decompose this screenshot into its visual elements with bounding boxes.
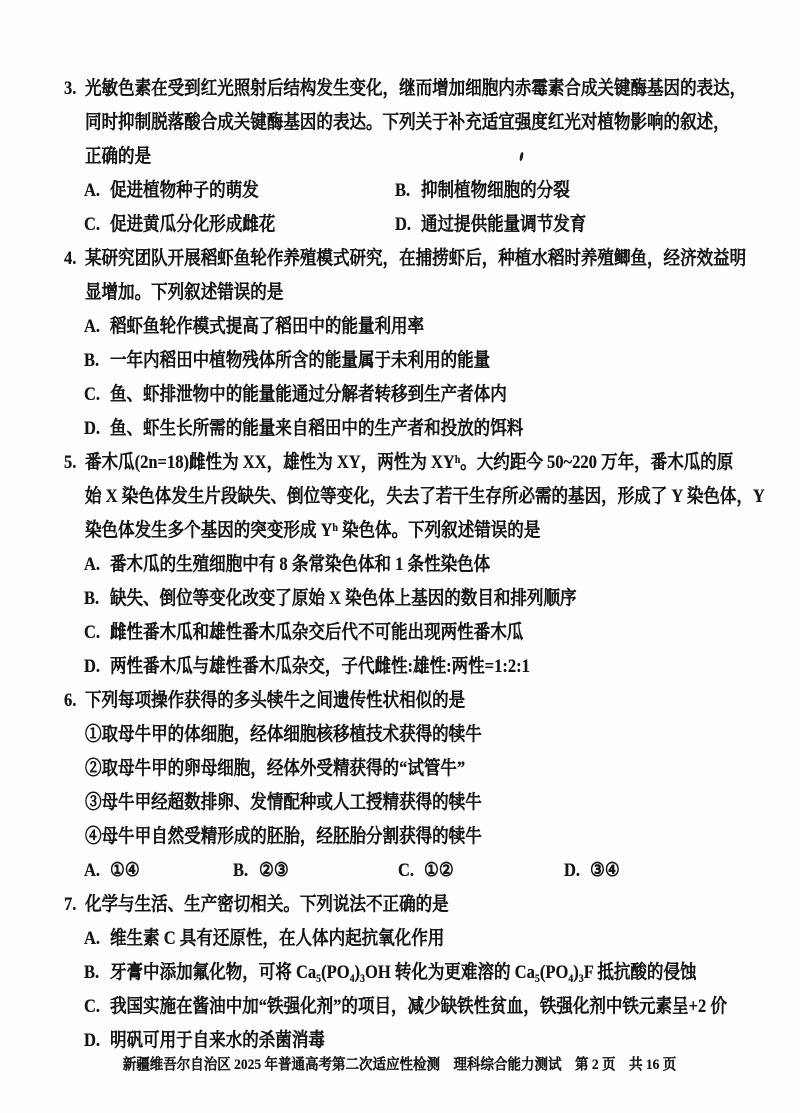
q5-option-b-label-text: B.: [84, 588, 100, 609]
q4-option-c: [64, 378, 754, 412]
q6-option-b-label-text: B.: [233, 860, 249, 881]
q3-options-row-1: [64, 174, 754, 208]
q7-stem-line-1: [64, 888, 754, 922]
q3-option-d-label-text: D.: [395, 214, 412, 235]
q4-option-b-label-text: B.: [84, 350, 100, 371]
question-3: [64, 72, 754, 242]
q7-option-c-label-text: C.: [84, 996, 101, 1017]
q4-stem-text-2: 显增加。下列叙述错误的是: [85, 282, 284, 303]
q4-option-c-label: [84, 378, 110, 412]
q5-number: [64, 446, 85, 480]
q5-option-c-label: [84, 616, 110, 650]
q4-stem-text-1: 某研究团队开展稻虾鱼轮作养殖模式研究，在捕捞虾后，种植水稻时养殖鲫鱼，经济效益明: [85, 248, 747, 269]
q7-option-c-label: [84, 990, 110, 1024]
q3-stem-text-2: 同时抑制脱落酸合成关键酶基因的表达。下列关于补充适宜强度红光对植物影响的叙述，: [85, 112, 730, 133]
q6-option-b-text: ②③: [259, 860, 289, 881]
q3-option-d-text: 通过提供能量调节发育: [421, 214, 587, 235]
q5-option-b-label: [84, 582, 110, 616]
q7-option-b-text: 牙膏中添加氟化物，可将 Ca₅(PO₄)₃OH 转化为更难溶的 Ca₅(PO₄)₃F 抵抗酸的侵蚀: [110, 962, 697, 983]
q4-option-d-text: 鱼、虾生长所需的能量来自稻田中的生产者和投放的饵料: [110, 418, 524, 439]
q7-option-a: [64, 922, 754, 956]
q6-option-d: [564, 854, 624, 888]
q3-stem-text-3: 正确的是: [85, 146, 152, 167]
q6-option-a-label: [84, 854, 110, 888]
q7-option-d-label: [84, 1024, 110, 1058]
q4-option-a-text: 稻虾鱼轮作模式提高了稻田中的能量利用率: [110, 316, 425, 337]
q6-options-row: [64, 854, 754, 888]
q3-options-row-2: [64, 208, 754, 242]
q3-option-c: [84, 208, 300, 242]
q3-option-c-label-text: C.: [84, 214, 101, 235]
q6-item-2-text: ②取母牛甲的卵母细胞，经体外受精获得的“试管牛”: [85, 758, 466, 779]
q5-option-d-label-text: D.: [84, 656, 101, 677]
question-5: [64, 446, 765, 684]
q4-stem-line-1: [64, 242, 754, 276]
q3-option-c-text: 促进黄瓜分化形成雌花: [110, 214, 276, 235]
q4-option-a-label: [84, 310, 110, 344]
q3-option-b-text: 抑制植物细胞的分裂: [421, 180, 570, 201]
q6-option-a: [84, 854, 144, 888]
q6-item-3: [64, 786, 754, 820]
q3-stem-line-3: [64, 140, 754, 174]
q3-option-a-label: [84, 174, 110, 208]
q6-item-4-text: ④母牛甲自然受精形成的胚胎，经胚胎分割获得的犊牛: [85, 826, 482, 847]
q3-stem-line-2: [64, 106, 754, 140]
q4-option-b: [64, 344, 754, 378]
q6-option-b-label: [233, 854, 259, 888]
q5-option-c: [64, 616, 754, 650]
q3-option-b-label: [395, 174, 421, 208]
q4-number: [64, 242, 85, 276]
q6-option-c: [398, 854, 458, 888]
q3-stem-line-1: [64, 72, 754, 106]
q7-option-b: [64, 956, 754, 990]
q5-stem-text-3: 染色体发生多个基因的突变形成 Yʰ 染色体。下列叙述错误的是: [85, 520, 541, 541]
q6-option-c-label-text: C.: [398, 860, 415, 881]
q3-number-text: 3.: [64, 78, 77, 99]
q6-number-text: 6.: [64, 690, 77, 711]
q6-option-c-label: [398, 854, 424, 888]
q5-option-c-text: 雌性番木瓜和雄性番木瓜杂交后代不可能出现两性番木瓜: [110, 622, 524, 643]
q5-option-d: [64, 650, 754, 684]
question-6: [64, 684, 754, 888]
q3-option-d-label: [395, 208, 421, 242]
q5-option-d-text: 两性番木瓜与雄性番木瓜杂交，子代雌性:雄性:两性=1:2:1: [110, 656, 530, 677]
q7-number: [64, 888, 85, 922]
q5-stem-line-2: [64, 480, 765, 514]
q4-option-c-label-text: C.: [84, 384, 101, 405]
question-4: [64, 242, 754, 446]
q6-item-1-text: ①取母牛甲的体细胞，经体细胞核移植技术获得的犊牛: [85, 724, 482, 745]
q4-stem-line-2: [64, 276, 754, 310]
q3-option-d: [395, 208, 611, 242]
q6-item-3-text: ③母牛甲经超数排卵、发情配种或人工授精获得的犊牛: [85, 792, 482, 813]
page-footer-text: 新疆维吾尔自治区 2025 年普通高考第二次适应性检测 理科综合能力测试 第 2 页 共 16 页: [123, 1057, 677, 1073]
q7-option-b-label: [84, 956, 110, 990]
q6-item-1: [64, 718, 754, 752]
q6-option-a-label-text: A.: [84, 860, 101, 881]
q3-stem-text-1: 光敏色素在受到红光照射后结构发生变化，继而增加细胞内赤霉素合成关键酶基因的表达，: [85, 78, 747, 99]
q4-option-a-label-text: A.: [84, 316, 101, 337]
q4-option-b-label: [84, 344, 110, 378]
q5-option-a-label: [84, 548, 110, 582]
q5-option-a-text: 番木瓜的生殖细胞中有 8 条常染色体和 1 条性染色体: [110, 554, 491, 575]
q5-option-c-label-text: C.: [84, 622, 101, 643]
q4-number-text: 4.: [64, 248, 77, 269]
q6-option-c-text: ①②: [424, 860, 454, 881]
q6-option-d-label: [564, 854, 590, 888]
q7-option-d-text: 明矾可用于自来水的杀菌消毒: [110, 1030, 325, 1051]
questions-area: [64, 72, 765, 1058]
q5-option-d-label: [84, 650, 110, 684]
q3-option-a: [84, 174, 281, 208]
q3-option-c-label: [84, 208, 110, 242]
q4-option-d-label: [84, 412, 110, 446]
q6-number: [64, 684, 85, 718]
q5-stem-line-1: [64, 446, 754, 480]
q6-option-d-text: ③④: [590, 860, 620, 881]
q6-stem-text-1: 下列每项操作获得的多头犊牛之间遗传性状相似的是: [85, 690, 466, 711]
q5-option-a: [64, 548, 754, 582]
q7-number-text: 7.: [64, 894, 77, 915]
q3-option-b: [395, 174, 592, 208]
q5-stem-line-3: [64, 514, 754, 548]
q7-option-d-label-text: D.: [84, 1030, 101, 1051]
question-7: [64, 888, 754, 1058]
q6-option-a-text: ①④: [110, 860, 140, 881]
q4-option-c-text: 鱼、虾排泄物中的能量能通过分解者转移到生产者体内: [110, 384, 507, 405]
q6-item-4: [64, 820, 754, 854]
q7-option-a-text: 维生素 C 具有还原性，在人体内起抗氧化作用: [110, 928, 445, 949]
q5-option-a-label-text: A.: [84, 554, 101, 575]
q5-option-b-text: 缺失、倒位等变化改变了原始 X 染色体上基因的数目和排列顺序: [110, 588, 577, 609]
q4-option-b-text: 一年内稻田中植物残体所含的能量属于未利用的能量: [110, 350, 491, 371]
q5-stem-text-1: 番木瓜(2n=18)雌性为 XX，雄性为 XY，两性为 XYʰ。大约距今 50~220 万年，番木瓜的原: [85, 452, 734, 473]
q4-option-d: [64, 412, 754, 446]
q7-option-c-text: 我国实施在酱油中加“铁强化剂”的项目，减少缺铁性贫血，铁强化剂中铁元素呈+2 价: [110, 996, 727, 1017]
page-footer: [10, 1054, 790, 1076]
q5-stem-text-2: 始 X 染色体发生片段缺失、倒位等变化，失去了若干生存所必需的基因，形成了 Y 染色体，Y: [85, 486, 765, 507]
q3-option-a-label-text: A.: [84, 180, 101, 201]
q3-option-a-text: 促进植物种子的萌发: [110, 180, 259, 201]
q7-option-a-label: [84, 922, 110, 956]
q7-stem-text-1: 化学与生活、生产密切相关。下列说法不正确的是: [85, 894, 449, 915]
q7-option-d: [64, 1024, 754, 1058]
q3-number: [64, 72, 85, 106]
q6-option-b: [233, 854, 293, 888]
q5-number-text: 5.: [64, 452, 77, 473]
q6-item-2: [64, 752, 754, 786]
q7-option-a-label-text: A.: [84, 928, 101, 949]
q7-option-b-label-text: B.: [84, 962, 100, 983]
q5-option-b: [64, 582, 754, 616]
q3-option-b-label-text: B.: [395, 180, 411, 201]
q6-option-d-label-text: D.: [564, 860, 581, 881]
q7-option-c: [64, 990, 754, 1024]
q4-option-a: [64, 310, 754, 344]
q6-stem-line-1: [64, 684, 754, 718]
q4-option-d-label-text: D.: [84, 418, 101, 439]
